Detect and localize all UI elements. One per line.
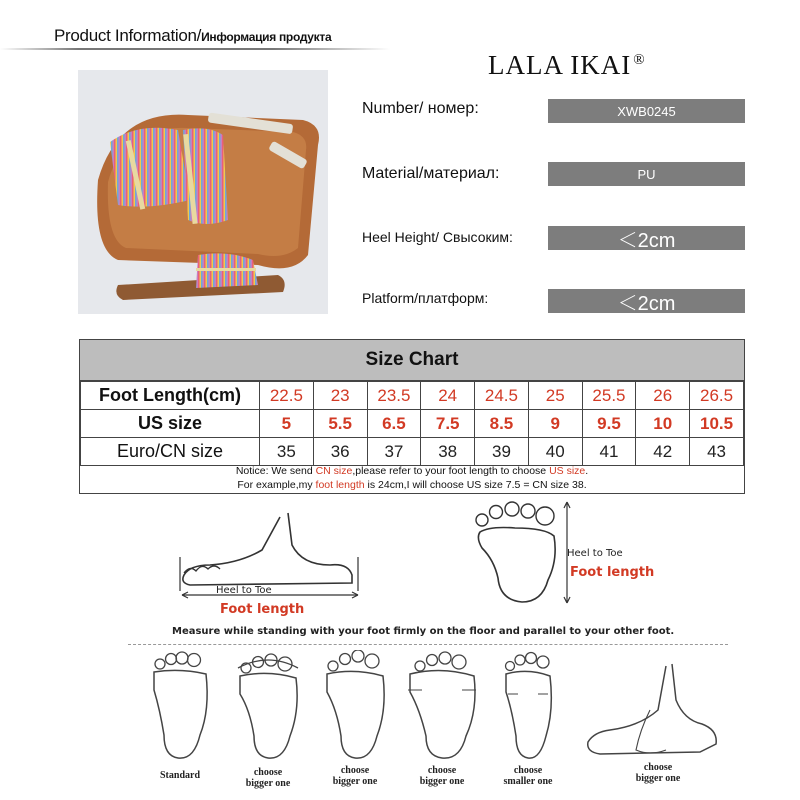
table-cell: 37 [367,438,421,466]
table-cell: 5 [260,410,314,438]
caption-line: choose [253,767,283,778]
caption-line: bigger one [635,773,681,784]
caption-line: Standard [159,770,200,781]
page-title [54,26,331,46]
foot-wide-toe-icon [228,650,308,765]
table-cell: 25.5 [582,382,636,410]
registered-mark: ® [633,52,646,68]
foot-wide-icon [402,650,482,765]
table-row [81,382,744,410]
row-label: Foot Length(cm) [81,382,260,410]
table-cell: 5.5 [313,410,367,438]
caption-line: choose [513,765,543,776]
row-label: US size [81,410,260,438]
size-notice [80,464,744,492]
foot-high-instep-icon [580,660,730,760]
product-photo [78,70,328,314]
notice-text: Notice: We send [235,465,316,477]
table-cell: 25 [528,382,582,410]
top-foot-icon [470,500,570,605]
table-cell: 9.5 [582,410,636,438]
caption-line: bigger one [245,778,291,789]
table-cell: 7.5 [421,410,475,438]
side-foot-diagram [170,505,370,620]
notice-text: . [585,465,589,477]
caption-2 [228,767,308,789]
table-row [81,438,744,466]
caption-3 [315,765,395,787]
table-cell: 38 [421,438,475,466]
table-cell: 41 [582,438,636,466]
foot-narrow-icon [488,650,568,765]
notice-line-1 [80,464,744,478]
table-cell: 24 [421,382,475,410]
divider [128,644,728,645]
spec-material-value: PU [548,162,745,186]
notice-text: For example,my [237,479,316,491]
notice-line-2 [80,478,744,492]
caption-line: choose [340,765,370,776]
caption-line: choose [427,765,457,776]
caption-5 [488,765,568,787]
size-table [80,381,744,466]
table-cell: 23.5 [367,382,421,410]
measure-instruction: Measure while standing with your foot firmly on the floor and parallel to your other foot. [172,626,675,637]
table-cell: 26.5 [690,382,744,410]
table-cell: 23 [313,382,367,410]
notice-highlight: CN size [315,465,353,477]
notice-text: is 24cm,I will choose US size 7.5 = CN size 38. [364,479,587,491]
table-cell: 26 [636,382,690,410]
caption-4 [402,765,482,787]
caption-line: choose [643,762,673,773]
table-cell: 35 [260,438,314,466]
table-cell: 9 [528,410,582,438]
row-label: Euro/CN size [81,438,260,466]
spec-number-value: XWB0245 [548,99,745,123]
spec-platform-value: ＜2cm [548,289,745,313]
title-underline [0,48,390,50]
size-chart-title: Size Chart [80,340,744,381]
table-cell: 22.5 [260,382,314,410]
caption-line: smaller one [503,776,553,787]
caption-line: bigger one [332,776,378,787]
table-cell: 43 [690,438,744,466]
table-cell: 10.5 [690,410,744,438]
table-cell: 36 [313,438,367,466]
spec-platform-label: Platform/платформ: [362,290,489,306]
caption-standard [140,770,220,781]
spec-number-label: Number/ номер: [362,100,479,117]
spec-heel-label: Heel Height/ Свысоким: [362,229,513,245]
notice-highlight: foot length [315,479,365,491]
notice-highlight: US size [549,465,586,477]
table-cell: 24.5 [475,382,529,410]
foot-length-label: Foot length [220,602,305,617]
table-row [81,410,744,438]
size-chart [79,339,745,494]
table-cell: 8.5 [475,410,529,438]
foot-length-label-2: Foot length [570,565,655,580]
title-ru: Информация продукта [201,30,332,44]
table-cell: 40 [528,438,582,466]
brand-logo [488,50,646,81]
heel-to-toe-label: Heel to Toe [216,585,272,596]
title-en: Product Information/ [54,26,202,45]
heel-to-toe-label-2: Heel to Toe [567,548,623,559]
table-cell: 39 [475,438,529,466]
caption-line: bigger one [419,776,465,787]
side-foot-icon [170,505,370,595]
caption-6 [618,762,698,784]
table-cell: 42 [636,438,690,466]
top-foot-diagram [470,500,700,610]
table-cell: 10 [636,410,690,438]
spec-heel-value: ＜2cm [548,226,745,250]
table-cell: 6.5 [367,410,421,438]
foot-long-toe-icon [315,650,395,765]
spec-material-label: Material/материал: [362,165,500,182]
foot-standard-icon [140,650,220,765]
notice-text: ,please refer to your foot length to choose [352,465,550,477]
foot-types [140,650,730,795]
brand-name: LALA IKAI [488,50,632,80]
